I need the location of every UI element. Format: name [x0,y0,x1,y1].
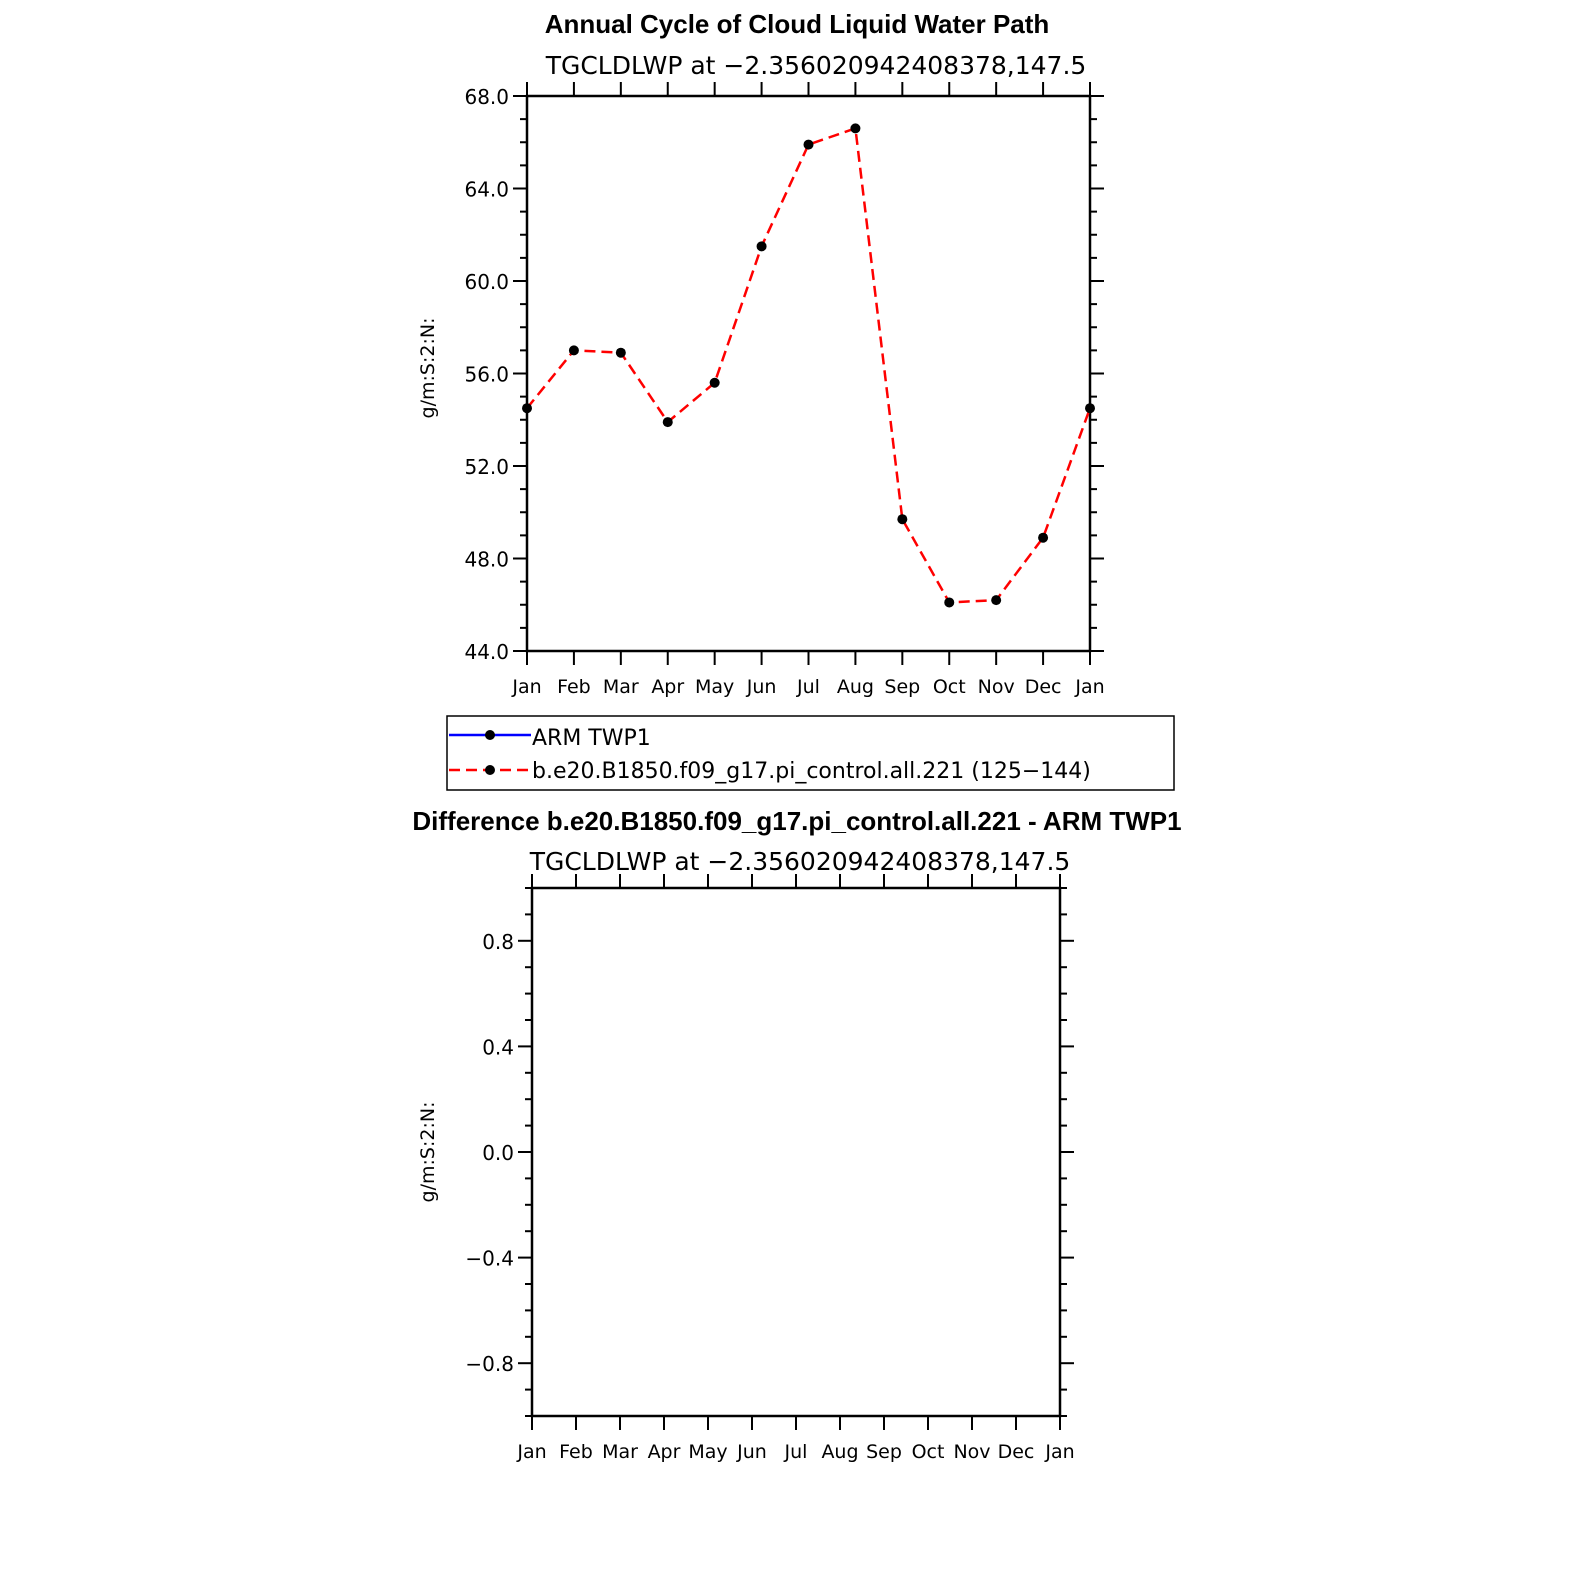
data-point [569,345,579,355]
x-tick-label: Sep [866,1441,902,1463]
x-tick-label: Aug [836,676,874,698]
data-point [710,378,720,388]
y-tick-label: 48.0 [464,547,509,572]
x-tick-label: Jan [1075,676,1105,698]
chart1-title: Annual Cycle of Cloud Liquid Water Path [544,9,1050,39]
data-point [1085,403,1095,413]
x-tick-label: Mar [602,676,639,698]
legend-label-model: b.e20.B1850.f09_g17.pi_control.all.221 (125−144) [532,759,1091,784]
x-tick-label: Sep [884,676,921,698]
x-tick-label: Jan [1045,1441,1075,1463]
chart1-y-ticks [464,85,1104,664]
x-tick-label: May [695,676,735,698]
data-point [991,595,1001,605]
x-tick-label: Feb [559,1441,593,1463]
data-point [850,123,860,133]
difference-chart [412,806,1181,1463]
y-tick-label: 0.8 [482,929,514,954]
x-tick-label: Jul [784,1441,808,1463]
x-tick-label: Aug [821,1441,859,1463]
data-point [522,403,532,413]
chart2-subtitle: TGCLDLWP at −2.356020942408378,147.5 [529,847,1071,876]
chart1-y-axis-label: g/m:S:2:N: [417,317,439,419]
chart1-legend [447,716,1174,790]
data-point [897,514,907,524]
chart2-y-ticks [465,888,1074,1416]
data-point [663,417,673,427]
chart1-x-ticks [511,82,1104,698]
x-tick-label: Mar [602,1441,638,1463]
y-tick-label: 60.0 [464,270,509,294]
legend-marker-arm-twp1 [485,730,495,740]
y-tick-label: 44.0 [464,640,509,664]
data-point [804,140,814,150]
chart1-plot-frame [527,96,1090,651]
y-tick-label: 68.0 [464,85,509,109]
y-tick-label: 0.0 [482,1141,514,1165]
x-tick-label: Jul [797,676,820,698]
data-point [1038,533,1048,543]
x-tick-label: Jan [512,676,542,698]
x-tick-label: Feb [557,676,591,698]
x-tick-label: Oct [911,1441,945,1463]
x-tick-label: Jan [517,1441,547,1463]
y-tick-label: 64.0 [464,177,509,202]
series-line [527,128,1090,602]
legend-label-arm-twp1: ARM TWP1 [532,726,651,751]
annual-cycle-chart [417,9,1174,790]
chart2-plot-frame [532,888,1060,1416]
data-point [757,241,767,251]
chart1-subtitle: TGCLDLWP at −2.356020942408378,147.5 [545,51,1087,80]
chart1-series [522,123,1095,607]
x-tick-label: Nov [977,676,1015,698]
chart2-x-ticks [516,874,1074,1463]
y-tick-label: 56.0 [464,362,509,387]
y-tick-label: −0.4 [465,1246,514,1271]
x-tick-label: Apr [651,676,685,698]
y-tick-label: −0.8 [465,1352,514,1377]
chart2-y-axis-label: g/m:S:2:N: [417,1101,439,1203]
y-tick-label: 52.0 [464,455,509,479]
x-tick-label: May [688,1441,728,1463]
x-tick-label: Jun [746,676,777,698]
x-tick-label: Nov [953,1441,991,1463]
x-tick-label: Dec [1024,676,1062,698]
x-tick-label: Jun [737,1441,767,1463]
data-point [944,597,954,607]
chart2-title: Difference b.e20.B1850.f09_g17.pi_control.all.221 - ARM TWP1 [412,806,1182,836]
y-tick-label: 0.4 [482,1035,514,1060]
x-tick-label: Apr [647,1441,681,1463]
legend-marker-model [485,765,495,775]
x-tick-label: Oct [932,676,966,698]
x-tick-label: Dec [997,1441,1035,1463]
data-point [616,348,626,358]
